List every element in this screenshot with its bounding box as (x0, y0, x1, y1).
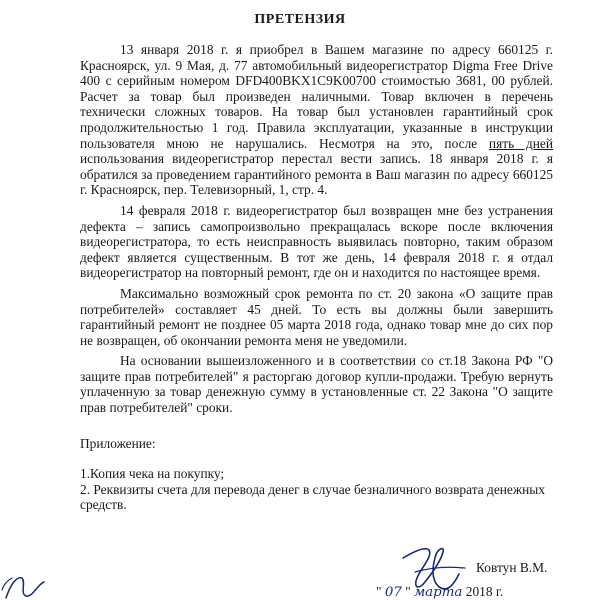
signature-date (376, 584, 503, 600)
appendix-item: 1.Копия чека на покупку; (80, 466, 225, 481)
paragraph-purchase-part2: использования видеорегистратор перестал вести запись. 18 января 2018 г. я обратился за проведением гарантийного ремонта в Ваш магазин по адресу 660125 г. Красноярск, пер. Телевизорный, 1, стр. 4. (80, 151, 553, 198)
document-title: ПРЕТЕНЗИЯ (254, 12, 346, 27)
appendix-title: Приложение: (80, 436, 156, 451)
paragraph-purchase (80, 42, 553, 198)
date-close-quote: " (405, 584, 411, 599)
paragraph-repair-term: Максимально возможный срок ремонта по ст. 20 закона «О защите прав потребителей» составляет 45 дней. То есть вы должны были завершить гарантийный ремонт не позднее 05 марта 2018 года, однако товар мне до сих пор не возвращен, об окончании ремонта меня не уведомили. (80, 285, 553, 348)
date-open-quote: " (376, 584, 382, 599)
appendix-list (80, 466, 560, 513)
signer-name: Ковтун В.М. (476, 560, 548, 575)
paragraph-purchase-part1: 13 января 2018 г. я приобрел в Вашем магазине по адресу 660125 г. Красноярск, ул. 9 Мая, д. 77 автомобильный видеорегистратор Digma Free Drive 400 с серийным номером DFD400BKX1C9K00700 стоимостью 3681, 00 рублей. Расчет за товар был произведен наличными. Товар включен в перечень технически сложных товаров. На товар был установлен гарантийный срок продолжительностью 1 год. Правила эксплуатации, указанные в инструкции пользователя мною не нарушались. Несмотря на это, после (80, 42, 553, 151)
paragraph-return: 14 февраля 2018 г. видеорегистратор был возвращен мне без устранения дефекта – запись самопроизвольно прекращалась вскоре после включения видеорегистратора, то есть неисправность выявилась повторно, таким образом дефект является существенным. В тот же день, 14 февраля 2018 г. я отдал видеорегистратор на повторный ремонт, где он и находится по настоящее время. (80, 202, 553, 281)
date-day: 07 (384, 585, 402, 600)
date-year: 2018 г. (465, 584, 504, 599)
underlined-days: пять дней (488, 135, 553, 151)
letter-body (80, 42, 553, 416)
paragraph-demand: На основании вышеизложенного и в соответствии со ст.18 Закона РФ "О защите прав потребителей" я расторгаю договор купли-продажи. Требую вернуть уплаченную за товар денежную сумму в установленные ст. 22 Закона "О защите прав потребителей" сроки. (80, 353, 553, 416)
date-month: марта (414, 585, 463, 600)
handwritten-mark (0, 572, 70, 600)
appendix-item: 2. Реквизиты счета для перевода денег в случае безналичного возврата денежных средств. (80, 481, 545, 513)
